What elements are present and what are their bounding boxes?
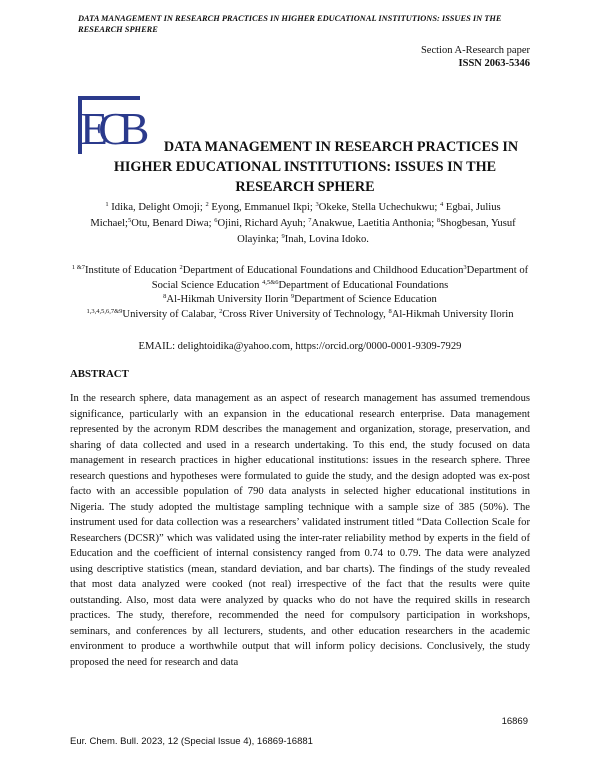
affiliation-text: Department of Science Education <box>294 294 437 306</box>
author-name: Anakwue, Laetitia Anthonia; <box>311 218 435 229</box>
author-name: Inah, Lovina Idoko. <box>284 234 369 245</box>
section-label: Section A-Research paper <box>420 45 530 56</box>
affiliation-text: Al-Hikmah University Ilorin <box>166 294 291 306</box>
author-name: Idika, Delight Omoji; <box>111 202 203 213</box>
affiliation-text: Cross River University of Technology, <box>222 308 389 320</box>
affiliation-text: Department of Educational Foundations <box>278 279 449 291</box>
page-number: 16869 <box>501 716 528 727</box>
affiliation-text: Department of Social Science Education <box>151 265 529 291</box>
affiliation-number: 2 <box>219 307 223 315</box>
affiliation-number: 9 <box>290 293 295 301</box>
affiliation-number: 8 <box>388 307 392 315</box>
affiliation-number: 1,3,4,5,6,7&9 <box>86 307 123 315</box>
affiliation-text: Department of Educational Foundations and Childhood Education <box>182 265 464 276</box>
logo-text: ECB <box>80 103 140 154</box>
author-name: Egbai, Julius Michael; <box>90 202 501 229</box>
author-number: 4 <box>439 201 444 208</box>
affiliation-number: 1 &7 <box>71 264 86 271</box>
affiliation-text: Institute of Education <box>85 265 180 276</box>
abstract-heading: ABSTRACT <box>70 368 129 380</box>
author-name: Shogbesan, Yusuf Olayinka; <box>237 218 516 245</box>
author-number: 1 <box>105 201 109 208</box>
footer-citation: Eur. Chem. Bull. 2023, 12 (Special Issue 4), 16869-16881 <box>70 736 313 747</box>
affiliation-number: 2 <box>179 264 183 271</box>
paper-title: DATA MANAGEMENT IN RESEARCH PRACTICES IN HIGHER EDUCATIONAL INSTITUTIONS: ISSUES IN THE RESEARCH SPHERE <box>113 139 519 195</box>
author-number: 5 <box>127 217 132 224</box>
affiliation-number: 3 <box>463 264 467 271</box>
author-number: 9 <box>281 233 285 240</box>
author-number: 7 <box>308 217 312 224</box>
author-name: Okeke, Stella Uchechukwu; <box>318 202 438 213</box>
affiliation-list <box>70 264 530 322</box>
author-name: Ojini, Richard Ayuh; <box>217 218 306 229</box>
logo-frame-top <box>78 96 140 100</box>
author-name: Otu, Benard Diwa; <box>131 218 212 229</box>
running-header: DATA MANAGEMENT IN RESEARCH PRACTICES IN HIGHER EDUCATIONAL INSTITUTIONS: ISSUES IN THE RESEARCH SPHERE <box>78 14 502 34</box>
author-number: 3 <box>315 201 319 208</box>
abstract-body: In the research sphere, data management as an aspect of research management has assumed tremendous significance, particularly with an expansion in the educational research enterprise. Data management represented by the acronym RDM describes the management and organization, storage, preservation, and sharing of data collected and used in a research undertaking. To this end, the study focused on data management in research practices in higher educational institutions: issues in the research sphere. Three research questions and hypotheses were formulated to guide the study, and the design adopted was ex-post facto with an accessible population of 790 data analysts in selected higher educational institutions in Nigeria. The study adopted the multistage sampling technique with a sample size of 385 (50%). The instrument used for data collection was a researchers’ validated instrument titled “Data Collection Scale for Researchers (DCSR)” which was validated using the inter-rater reliability method by experts in the field of Education and the coefficient of internal consistency ranged from 0.74 to 0.79. The data were analyzed using descriptive statistics (mean, standard deviation, and bar charts). The findings of the study revealed that most data analyzed were cooked (not real) irrespective of the fact that the results were quite outstanding. Also, most data were analyzed by quacks who do not have the required skills in research practices. The study, therefore, recommended the need for compulsory participation in workshops, seminars, and conferences by all lecturers, students, and other education researchers in the academic environment to produce a worthwhile output that will inform policy decisions. Conclusively, the study proposed the need for research and data <box>70 393 530 668</box>
author-number: 8 <box>436 217 441 224</box>
contact-email: EMAIL: delightoidika@yahoo.com, https://orcid.org/0000-0001-9309-7929 <box>138 341 462 352</box>
author-number: 2 <box>205 201 209 208</box>
affiliation-number: 8 <box>163 293 167 301</box>
author-number: 6 <box>214 217 218 224</box>
affiliation-text: Al-Hikmah University Ilorin <box>391 308 514 320</box>
affiliation-number: 4,5&6 <box>262 278 279 286</box>
issn-label: ISSN 2063-5346 <box>458 58 530 69</box>
author-name: Eyong, Emmanuel Ikpi; <box>211 202 313 213</box>
author-list <box>76 200 530 248</box>
affiliation-text: University of Calabar, <box>122 308 220 320</box>
